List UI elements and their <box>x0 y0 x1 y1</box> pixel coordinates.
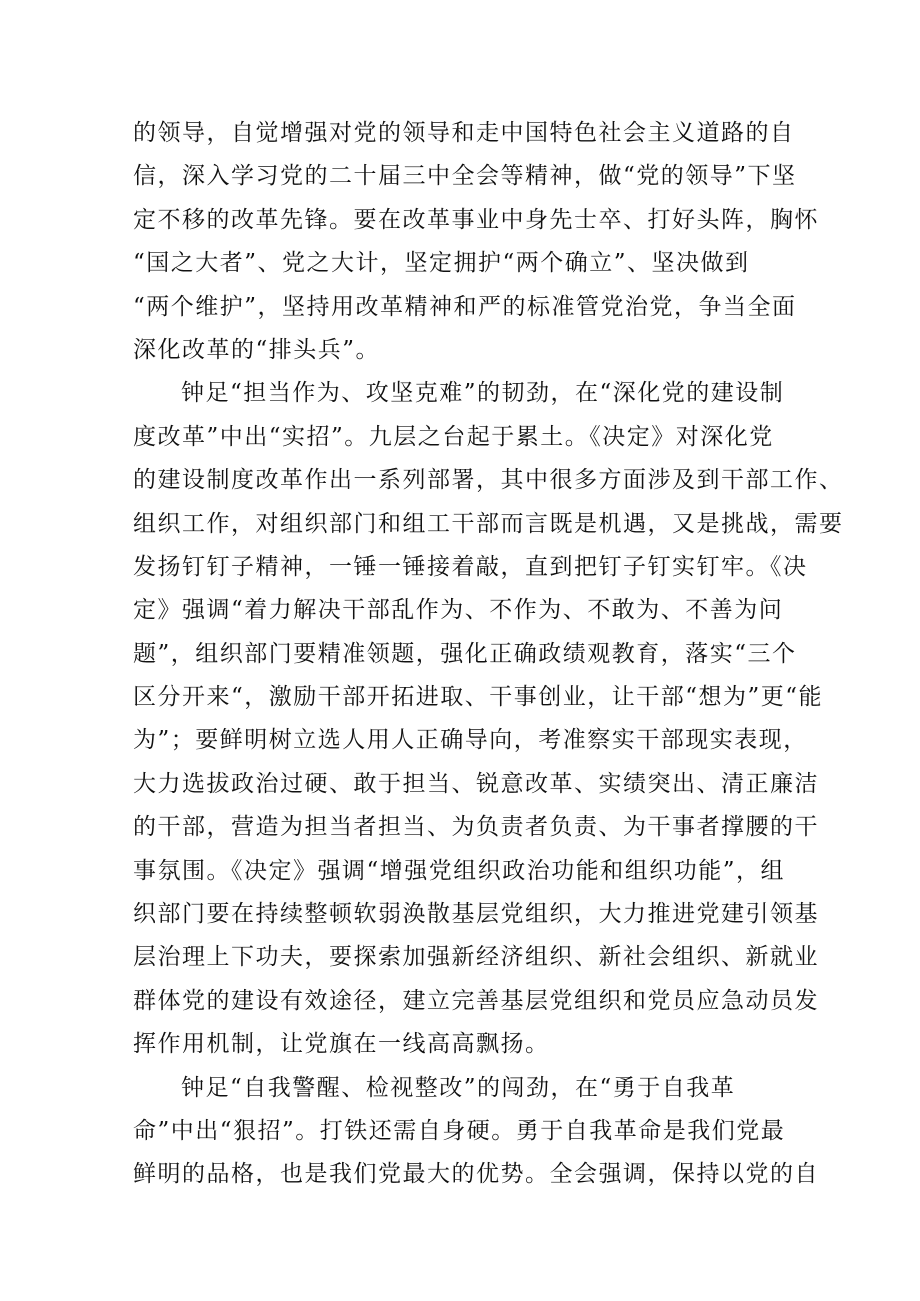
text-line: 深化改革的“排头兵”。 <box>133 336 381 363</box>
text-line: 的干部，营造为担当者担当、为负责者负责、为干事者撑腰的干 <box>133 814 819 841</box>
text-line: 度改革”中出“实招”。九层之台起于累土。《决定》对深化党 <box>133 423 774 450</box>
text-line: “两个维护”，坚持用改革精神和严的标准管党治党，争当全面 <box>133 293 797 320</box>
text-line: “国之大者”、党之大计，坚定拥护“两个确立”、坚决做到 <box>133 250 750 277</box>
text-line: 群体党的建设有效途径，建立完善基层党组织和党员应急动员发 <box>133 987 819 1014</box>
text-line: 的建设制度改革作出一系列部署，其中很多方面涉及到干部工作、 <box>133 467 844 494</box>
text-line: 定》强调“着力解决干部乱作为、不作为、不敢为、不善为问 <box>133 597 784 624</box>
text-line: 组织工作，对组织部门和组工干部而言既是机遇，又是挑战，需要 <box>133 510 844 537</box>
text-line: 命”中出“狠招”。打铁还需自身硬。勇于自我革命是我们党最 <box>133 1117 786 1144</box>
paragraph-start-line: 钟足“担当作为、攻坚克难”的韧劲，在“深化党的建设制 <box>181 380 785 407</box>
text-line: 大力选拔政治过硬、敢于担当、锐意改革、实绩突出、清正廉洁 <box>133 770 819 797</box>
text-line: 为”；要鲜明树立选人用人正确导向，考准察实干部现实表现， <box>133 727 808 754</box>
text-line: 区分开来“，激励干部开拓进取、干事创业，让干部“想为”更“能 <box>133 684 824 711</box>
text-line: 题”，组织部门要精准领题，强化正确政绩观教育，落实“三个 <box>133 640 797 667</box>
text-line: 事氛围。《决定》强调“增强党组织政治功能和组织功能”，组 <box>133 857 786 884</box>
text-line: 的领导，自觉增强对党的领导和走中国特色社会主义道路的自 <box>133 120 795 146</box>
text-line: 层治理上下功夫，要探索加强新经济组织、新社会组织、新就业 <box>133 944 819 971</box>
text-line: 鲜明的品格，也是我们党最大的优势。全会强调，保持以党的自 <box>133 1161 819 1188</box>
text-line: 信，深入学习党的二十届三中全会等精神，做“党的领导”下坚 <box>133 163 797 190</box>
paragraph-start-line: 钟足“自我警醒、检视整改”的闯劲，在“勇于自我革 <box>181 1074 736 1101</box>
body-text <box>133 112 844 1197</box>
text-line: 定不移的改革先锋。要在改革事业中身先士卒、打好头阵，胸怀 <box>133 206 819 233</box>
text-line: 织部门要在持续整顿软弱涣散基层党组织，大力推进党建引领基 <box>133 901 819 928</box>
text-line: 挥作用机制，让党旗在一线高高飘扬。 <box>133 1031 550 1058</box>
text-line: 发扬钉钉子精神，一锤一锤接着敲，直到把钉子钉实钉牢。《决 <box>133 553 808 580</box>
